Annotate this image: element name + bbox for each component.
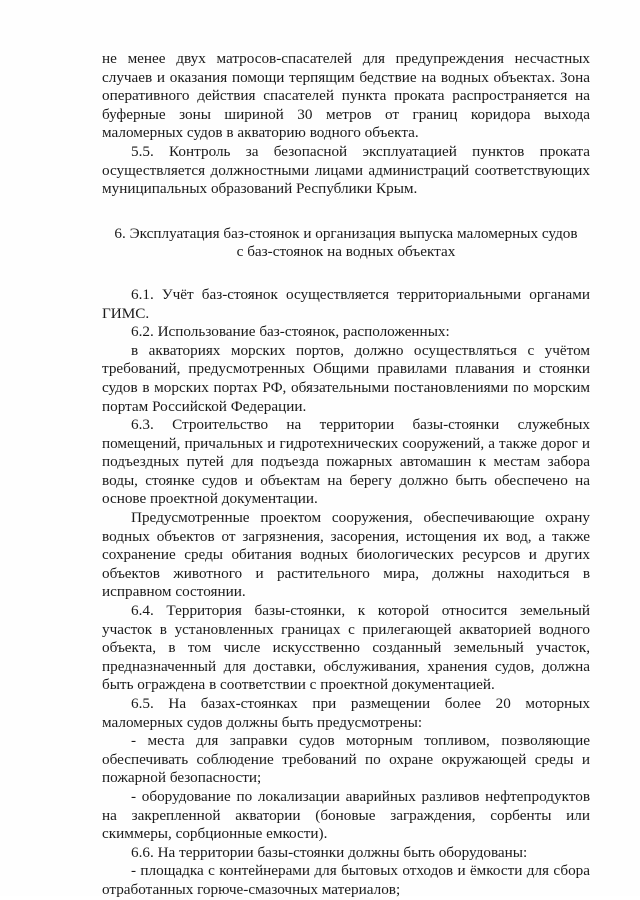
paragraph-continuation: не менее двух матросов-спасателей для предупреждения несчастных случаев и оказания помощи терпящим бедствие на водных объектах. Зона оперативного действия спасателей пункта проката распространяется на буферные зоны шириной 30 метров от границ коридора выхода маломерных судов в акваторию водного объекта. — [102, 50, 590, 142]
section-heading: 6. Эксплуатация баз-стоянок и организация выпуска маломерных судов с баз-стоянок на водных объектах — [114, 224, 578, 261]
list-item-spill-equipment: - оборудование по локализации аварийных разливов нефтепродуктов на закрепленной акватории (боновые заграждения, сорбенты или скиммеры, сорбционные емкости). — [102, 787, 590, 843]
paragraph-6-3: 6.3. Строительство на территории базы-стоянки служебных помещений, причальных и гидротехнических сооружений, а также дорог и подъездных путей для подъезда пожарных автомашин к местам забора воды, стоянке судов и объектам на берегу должно быть обеспечено на основе проектной документации. — [102, 416, 590, 508]
list-item-fuel-places: - места для заправки судов моторным топливом, позволяющие обеспечивать соблюдение требований по охране окружающей среды и пожарной безопасности; — [102, 732, 590, 787]
document-body — [102, 50, 590, 900]
paragraph-6-1: 6.1. Учёт баз-стоянок осуществляется территориальными органами ГИМС. — [102, 285, 590, 322]
paragraph-6-2: 6.2. Использование баз-стоянок, расположенных: — [131, 323, 450, 341]
paragraph-6-4: 6.4. Территория базы-стоянки, к которой относится земельный участок в установленных границах с прилегающей акваторией водного объекта, в том числе искусственно созданный земельный участок, предназначенный для доставки, обслуживания, хранения судов, должна быть ограждена в соответствии с проектной документацией. — [102, 602, 590, 694]
paragraph-6-6: 6.6. На территории базы-стоянки должны быть оборудованы: — [131, 843, 528, 861]
paragraph-6-5: 6.5. На базах-стоянках при размещении более 20 моторных маломерных судов должны быть предусмотрены: — [102, 695, 590, 731]
paragraph-5-5: 5.5. Контроль за безопасной эксплуатацией пунктов проката осуществляется должностными лицами администраций соответствующих муниципальных образований Республики Крым. — [102, 142, 590, 198]
list-item-waste-area: - площадка с контейнерами для бытовых отходов и ёмкости для сбора отработанных горюче-смазочных материалов; — [102, 862, 590, 898]
paragraph-6-2-ports: в акваториях морских портов, должно осуществляться с учётом требований, предусмотренных Общими правилами плавания и стоянки судов в морских портах РФ, обязательными постановлениями по морским портам Российской Федерации. — [102, 341, 590, 415]
paragraph-protection: Предусмотренные проектом сооружения, обеспечивающие охрану водных объектов от загрязнения, засорения, истощения их вод, а также сохранение среды обитания водных биологических ресурсов и других объектов животного и растительного мира, должны находиться в исправном состоянии. — [102, 509, 590, 601]
